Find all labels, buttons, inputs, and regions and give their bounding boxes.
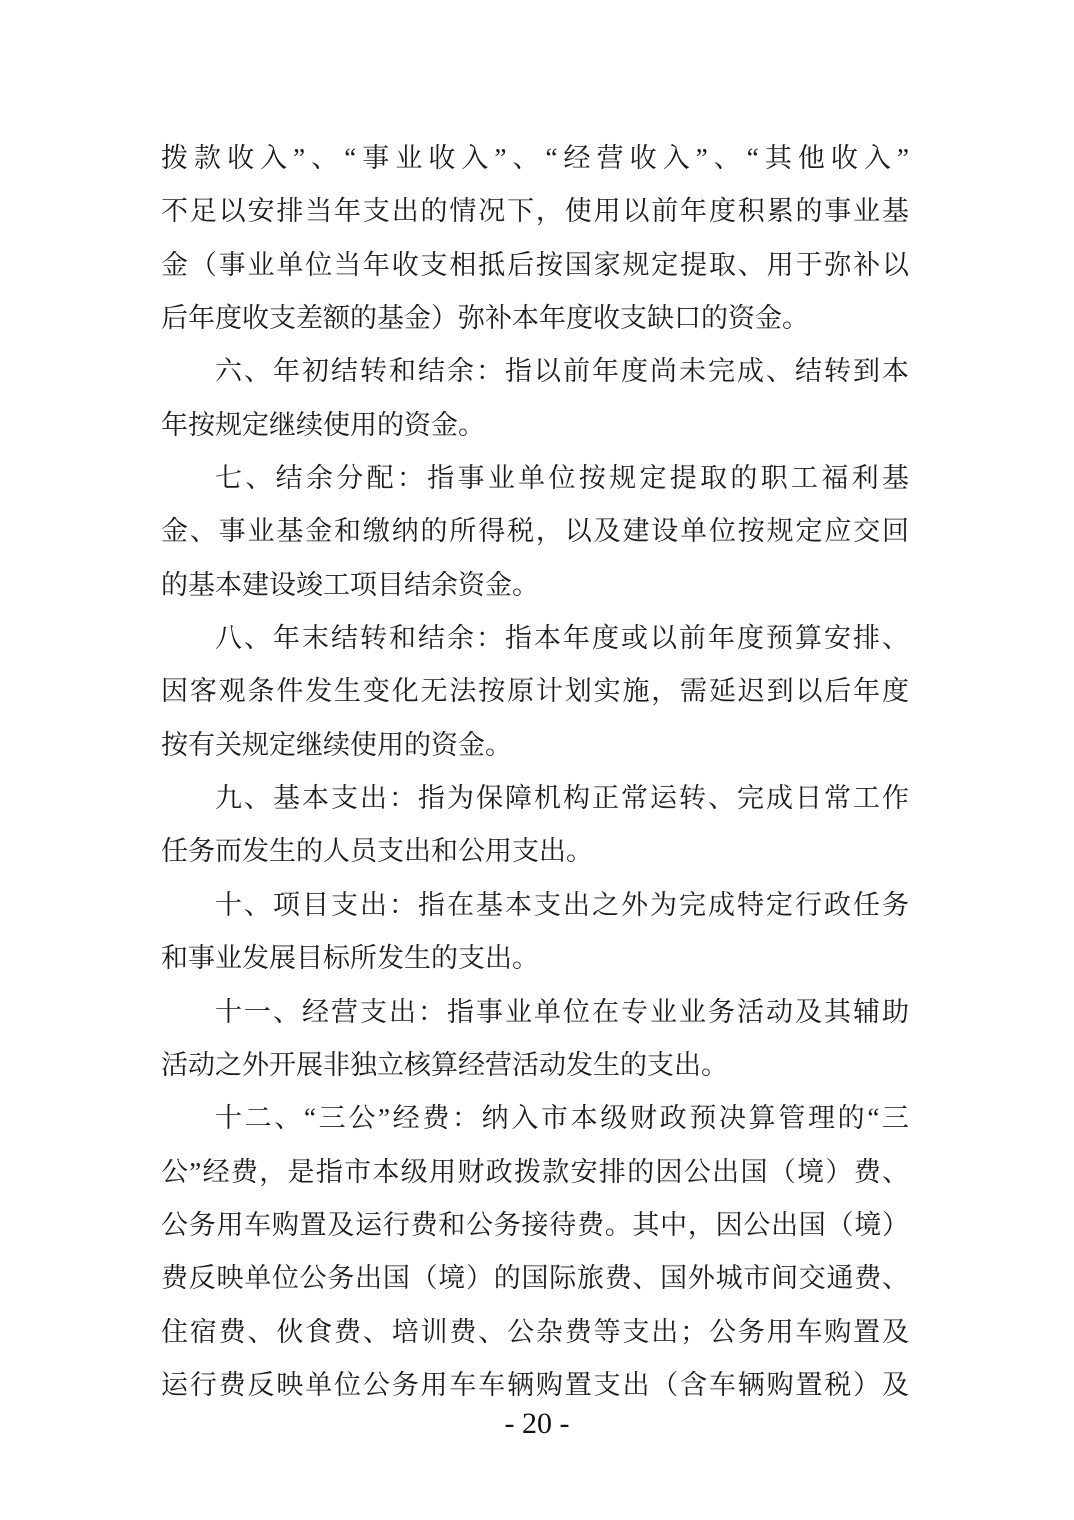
text-line: 按有关规定继续使用的资金。	[161, 729, 512, 760]
text-line: 十二、“三公”经费：纳入市本级财政预决算管理的“三	[215, 1103, 909, 1134]
page-number: - 20 -	[504, 1407, 570, 1440]
text-line: 不足以安排当年支出的情况下，使用以前年度积累的事业基	[161, 196, 909, 227]
paragraph	[161, 1092, 909, 1412]
text-line: 拨款收入”、“事业收入”、“经营收入”、“其他收入”	[161, 143, 909, 173]
text-line: 运行费反映单位公务用车车辆购置支出（含车辆购置税）及	[161, 1369, 909, 1400]
text-line: 金（事业单位当年收支相抵后按国家规定提取、用于弥补以	[161, 249, 909, 280]
text-line: 公”经费，是指市本级用财政拨款安排的因公出国（境）费、	[161, 1156, 909, 1187]
paragraph	[161, 132, 909, 345]
text-line: 八、年末结转和结余：指本年度或以前年度预算安排、	[215, 623, 909, 654]
paragraph	[161, 452, 909, 612]
text-line: 后年度收支差额的基金）弥补本年度收支缺口的资金。	[161, 303, 809, 334]
paragraph	[161, 772, 909, 879]
text-line: 七、结余分配：指事业单位按规定提取的职工福利基	[215, 463, 909, 494]
text-line: 和事业发展目标所发生的支出。	[161, 943, 539, 974]
document-body	[161, 132, 909, 1412]
paragraph	[161, 345, 909, 452]
text-line: 住宿费、伙食费、培训费、公杂费等支出；公务用车购置及	[161, 1316, 909, 1347]
text-line: 公务用车购置及运行费和公务接待费。其中，因公出国（境）	[161, 1209, 909, 1240]
text-line: 因客观条件发生变化无法按原计划实施，需延迟到以后年度	[161, 676, 909, 707]
text-line: 活动之外开展非独立核算经营活动发生的支出。	[161, 1049, 728, 1080]
text-line: 十一、经营支出：指事业单位在专业业务活动及其辅助	[215, 996, 909, 1027]
text-line: 九、基本支出：指为保障机构正常运转、完成日常工作	[215, 783, 909, 814]
paragraph	[161, 879, 909, 986]
paragraph	[161, 986, 909, 1093]
text-line: 十、项目支出：指在基本支出之外为完成特定行政任务	[215, 889, 909, 920]
text-line: 年按规定继续使用的资金。	[161, 409, 485, 440]
text-line: 六、年初结转和结余：指以前年度尚未完成、结转到本	[215, 356, 909, 387]
text-line: 的基本建设竣工项目结余资金。	[161, 569, 539, 600]
text-line: 金、事业基金和缴纳的所得税，以及建设单位按规定应交回	[161, 516, 909, 547]
text-line: 任务而发生的人员支出和公用支出。	[161, 836, 593, 867]
paragraph	[161, 612, 909, 772]
text-line: 费反映单位公务出国（境）的国际旅费、国外城市间交通费、	[161, 1263, 909, 1294]
